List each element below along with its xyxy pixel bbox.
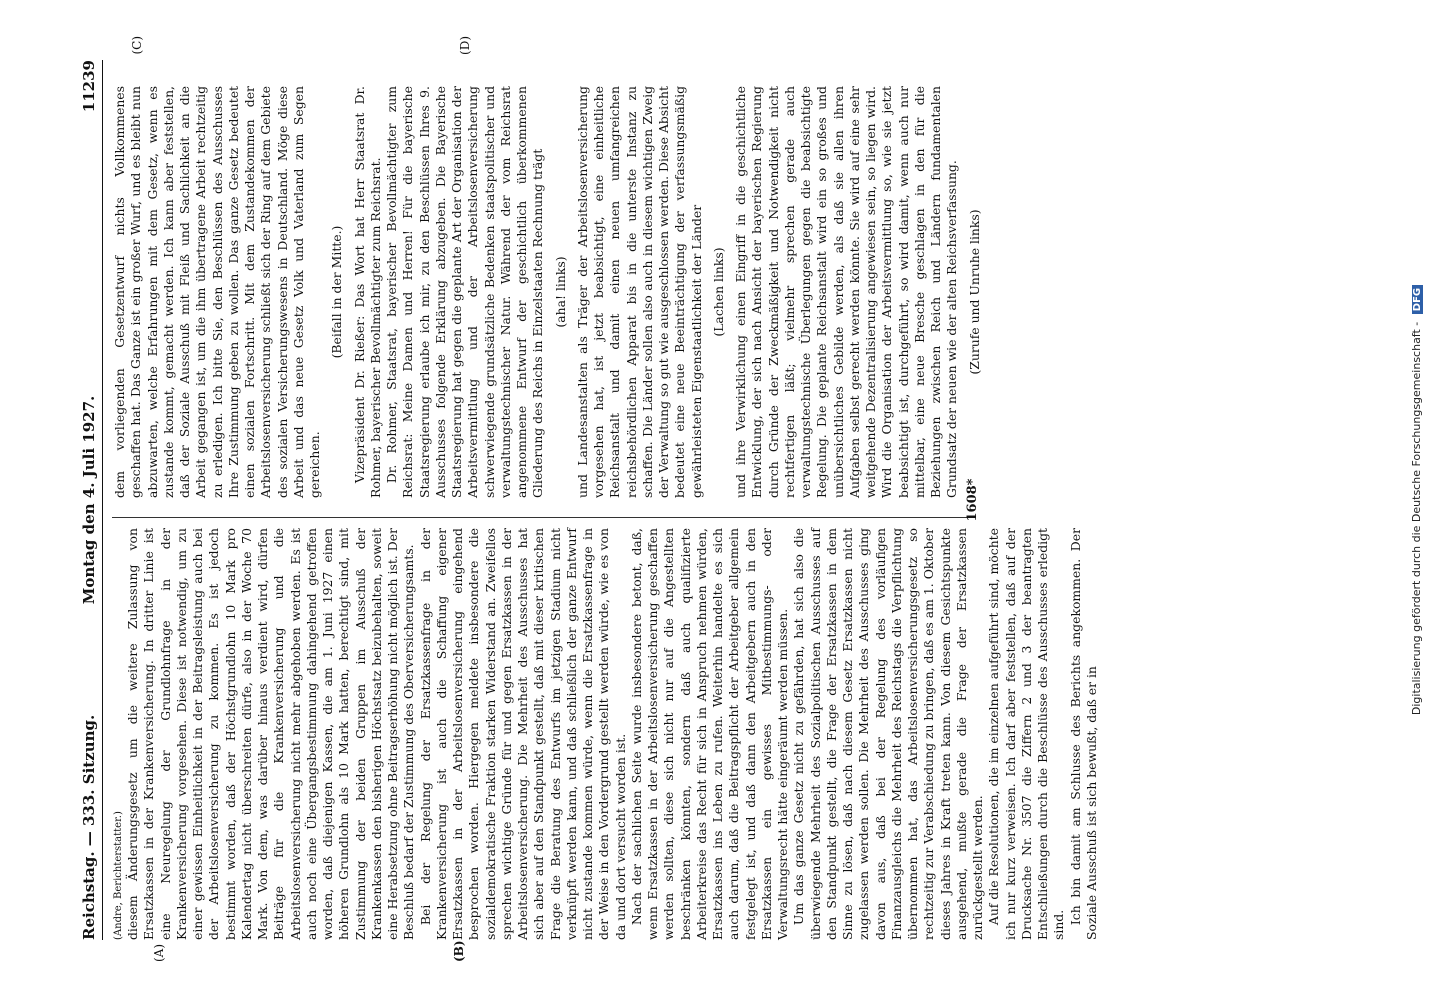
paragraph: und ihre Verwirklichung einen Eingriff in die geschichtliche Entwicklung, der sich nach Ansicht der bayerischen Regierung durch Gründe der Zweckmäßigkeit und Notwendigkeit nicht rechtfertigen läßt; vielmehr sprechen gerade auch verwaltungstechnische Überlegungen gegen die beabsichtigte Regelung. Die geplante Reichsanstalt wird ein so großes und unübersichtliches Gebilde werden, als daß sie allen ihren Aufgaben selbst gerecht werden könnte. Sie wird auf eine sehr weitgehende Dezentralisierung angewiesen sein, so liegen wird. Wird die Organisation der Arbeitsvermittlung so, wie sie jetzt beabsichtigt ist, durchgeführt, so wird damit, wenn auch nur mittelbar, eine neue Bresche geschlagen in den für die Beziehungen zwischen Reich und Ländern fundamentalen Grundsatz der neuen wie der alten Reichsverfassung. xyxy=(733,86,960,498)
credit-text: Digitalisierung gefördert durch die Deutsche Forschungsgemeinschaft - xyxy=(1410,321,1423,716)
column-right xyxy=(112,86,989,498)
header-center: Montag den 4. Juli 1927. xyxy=(80,395,98,605)
margin-mark-d: (D) xyxy=(458,36,472,55)
president-statement: Vizepräsident Dr. Rießer: Das Wort hat Herr Staatsrat Dr. Rohmer, bayerischer Bevollmächtigter zum Reichsrat. xyxy=(351,86,383,498)
interjection: (Beifall in der Mitte.) xyxy=(329,225,345,359)
header-left: Reichstag. — 333. Sitzung. xyxy=(80,714,98,940)
column-divider xyxy=(112,517,972,518)
paragraph: diesem Änderungsgesetz um die weitere Zulassung von Ersatzkassen in der Krankenversicherung. In dritter Linie ist eine Neuregelung der Grundlohnfrage in der Krankenversicherung vorgesehen. Diese ist notwendig, um zu einer gewissen Einheitlichkeit in der Beitragsleistung auch bei der Arbeitslosenversicherung zu kommen. Es ist jedoch bestimmt worden, daß der Höchstgrundlohn 10 Mark pro Kalendertag nicht überschreiten dürfe, also in der Woche 70 Mark. Von dem, was darüber hinaus verdient wird, dürfen Beiträge für die Krankenversicherung und die Arbeitslosenversicherung nicht mehr abgehoben werden. Es ist auch noch eine Übergangsbestimmung dahingehend getroffen worden, daß diejenigen Kassen, die am 1. Juni 1927 einen höheren Grundlohn als 10 Mark hatten, berechtigt sind, mit Zustimmung der beiden Gruppen im Ausschuß der Krankenkassen den bisherigen Höchstsatz beizubehalten, soweit eine Herabsetzung ohne Beitragserhöhung nicht möglich ist. Der Beschluß bedarf der Zustimmung des Oberversicherungsamts. xyxy=(125,528,417,940)
speaker-note: (Andre, Berichterstatter.) xyxy=(113,811,124,940)
paragraph: Nach der sachlichen Seite wurde insbesondere betont, daß, wenn Ersatzkassen in der Arbeitslosenversicherung geschaffen werden sollten, diese sich nicht nur auf die Angestellten beschränken könnten, sondern daß auch qualifizierte Arbeiterkreise das Recht für sich in Anspruch nehmen würden, Ersatzkassen ins Leben zu rufen. Weiterhin handelte es sich auch darum, daß die Beitragspflicht der Arbeitgeber allgemein festgelegt ist, und daß dann den Arbeitgebern auch in den Ersatzkassen ein gewisses Mitbestimmungs- oder Verwaltungsrecht hätte eingeräumt werden müssen. xyxy=(628,528,791,940)
page-number: 11239 xyxy=(80,60,98,113)
paragraph: Bei der Regelung der Ersatzkassenfrage in der Krankenversicherung ist auch die Schaffung eigener Ersatzkassen in der Arbeitslosenversicherung eingehend besprochen worden. Hiergegen meldete insbesondere die sozialdemokratische Fraktion starken Widerstand an. Zweifellos sprechen wichtige Gründe für und gegen Ersatzkassen in der Arbeitslosenversicherung. Die Mehrheit des Ausschusses hat sich aber auf den Standpunkt gestellt, daß mit dieser kritischen Frage die Beratung des Entwurfs im jetzigen Stadium nicht verknüpft werden kann, und daß schließlich der ganze Entwurf nicht zustande kommen würde, wenn die Ersatzkassenfrage in der Weise in den Vordergrund gestellt werden würde, wie es von da und dort versucht worden ist. xyxy=(417,528,628,940)
paragraph: Um das ganze Gesetz nicht zu gefährden, hat sich also die überwiegende Mehrheit des Sozialpolitischen Ausschusses auf den Standpunkt gestellt, die Frage der Ersatzkassen in dem Sinne zu lösen, daß nach diesem Gesetz Ersatzkassen nicht zugelassen werden sollen. Die Mehrheit des Ausschusses ging davon aus, daß bei der Regelung des vorläufigen Finanzausgleichs die Mehrheit des Reichstags die Verpflichtung übernommen hat, das Arbeitslosenversicherungsgesetz so rechtzeitig zur Verabschiedung zu bringen, daß es am 1. Oktober dieses Jahres in Kraft treten kann. Von diesem Gesichtspunkte ausgehend, mußte gerade die Frage der Ersatzkassen zurückgestellt werden. xyxy=(791,528,986,940)
digitization-credit xyxy=(1410,0,1426,1000)
paragraph: Dr. Rohmer, Staatsrat, bayerischer Bevollmächtigter zum Reichsrat: Meine Damen und Herren! Für die bayerische Staatsregierung erlaube ich mir, zu den Beschlüssen Ihres 9. Ausschusses folgende Erklärung abzugeben. Die Bayerische Staatsregierung hat gegen die geplante Art der Organisation der Arbeitsvermittlung und der Arbeitslosenversicherung schwerwiegende grundsätzliche Bedenken staatspolitischer und verwaltungstechnischer Natur. Während der vom Reichsrat angenommene Entwurf der geschichtlich überkommenen Gliederung des Reichs in Einzelstaaten Rechnung trägt xyxy=(384,86,546,498)
sheet-signature: 1608* xyxy=(965,478,980,522)
running-header xyxy=(74,60,103,940)
dfg-logo: DFG xyxy=(1412,285,1423,314)
margin-mark-a: (A) xyxy=(152,943,166,962)
margin-mark-c: (C) xyxy=(130,36,144,55)
paragraph: dem vorliegenden Gesetzentwurf nichts Vollkommenes geschaffen hat. Das Ganze ist ein großer Wurf, und es bleibt nun abzuwarten, welche Erfahrungen mit dem Gesetz, wenn es zustande kommt, gemacht werden. Ich kann aber feststellen, daß der Soziale Ausschuß mit Fleiß und Sachlichkeit an die Arbeit gegangen ist, um die ihm übertragene Arbeit rechtzeitig zu erledigen. Ich bitte Sie, den Beschlüssen des Ausschusses Ihre Zustimmung geben zu wollen. Das ganze Gesetz bedeutet einen sozialen Fortschritt. Mit dem Zustandekommen der Arbeitslosenversicherung schließt sich der Ring auf dem Gebiete des sozialen Versicherungswesens in Deutschland. Möge diese Arbeit und das neue Gesetz Volk und Vaterland zum Segen gereichen. xyxy=(112,86,322,498)
column-left xyxy=(112,528,1100,940)
interjection: (Lachen links) xyxy=(710,247,726,337)
interjection: (Zurufe und Unruhe links) xyxy=(966,209,982,375)
paragraph: Auf die Resolutionen, die im einzelnen aufgeführt sind, möchte ich nur kurz verweisen. Ich darf aber feststellen, daß auf der Drucksache Nr. 3507 die Ziffern 2 und 3 der beantragten Entschließungen durch die Beschlüsse des Ausschusses erledigt sind. xyxy=(986,528,1067,940)
margin-mark-b: (B) xyxy=(452,940,466,962)
paragraph: und Landesanstalten als Träger der Arbeitslosenversicherung vorgesehen hat, ist jetzt beabsichtigt, eine einheitliche Reichsanstalt und damit einen neuen umfangreichen reichsbehördlichen Apparat bis in die unterste Instanz zu schaffen. Die Länder sollen also auch in diesem wichtigen Zweig der Verwaltung so gut wie ausgeschlossen werden. Diese Absicht bedeutet eine neue Beeinträchtigung der verfassungsmäßig gewährleisteten Eigenstaatlichkeit der Länder xyxy=(574,86,704,498)
paragraph: Ich bin damit am Schlusse des Berichts angekommen. Der Soziale Ausschuß ist sich bewußt, daß er in xyxy=(1067,528,1099,940)
interjection: (aha! links) xyxy=(552,256,568,328)
rotated-page xyxy=(60,30,1374,970)
